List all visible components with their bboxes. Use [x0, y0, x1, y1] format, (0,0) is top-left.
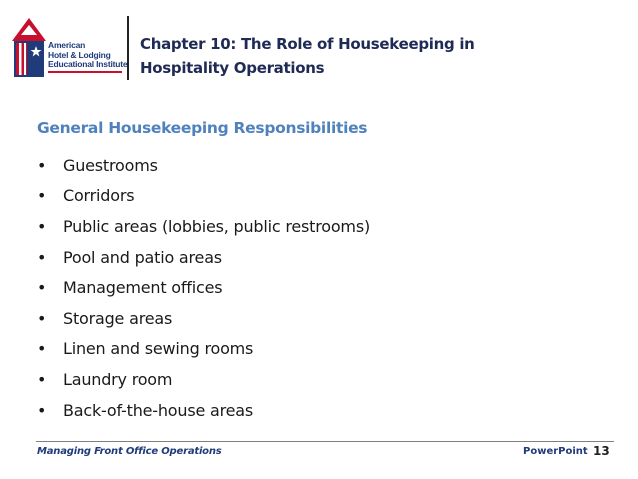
list-item-text: Linen and sewing rooms	[63, 339, 254, 359]
section-heading: General Housekeeping Responsibilities	[37, 119, 368, 137]
bullet-icon: •	[37, 216, 47, 236]
slide-number: 13	[593, 444, 610, 458]
bullet-icon: •	[37, 339, 47, 359]
list-item	[37, 181, 370, 212]
logo-line-2: Hotel & Lodging	[48, 49, 111, 60]
bullet-icon: •	[37, 278, 47, 298]
list-item-text: Guestrooms	[63, 155, 158, 175]
list-item-text: Corridors	[63, 186, 135, 206]
list-item	[37, 364, 370, 395]
header-divider	[127, 16, 129, 80]
list-item-text: Storage areas	[63, 308, 173, 328]
footer-divider	[36, 441, 614, 442]
list-item-text: Management offices	[63, 278, 223, 298]
list-item	[37, 242, 370, 273]
responsibilities-list	[37, 150, 370, 425]
logo-wordmark	[48, 41, 127, 70]
bullet-icon: •	[37, 400, 47, 420]
bullet-icon: •	[37, 247, 47, 267]
list-item	[37, 303, 370, 334]
list-item	[37, 211, 370, 242]
list-item-text: Pool and patio areas	[63, 247, 222, 267]
bullet-icon: •	[37, 186, 47, 206]
list-item	[37, 150, 370, 181]
logo-line-1: American	[48, 40, 86, 50]
list-item	[37, 395, 370, 426]
ahlei-logo	[12, 15, 128, 79]
footer-book-title: Managing Front Office Operations	[37, 446, 222, 457]
chapter-title-line-1: Chapter 10: The Role of Housekeeping in	[140, 35, 475, 53]
footer-powerpoint-label: PowerPoint	[523, 446, 588, 457]
list-item-text: Back-of-the-house areas	[63, 400, 254, 420]
bullet-icon: •	[37, 155, 47, 175]
list-item	[37, 272, 370, 303]
list-item	[37, 334, 370, 365]
chapter-title-line-2: Hospitality Operations	[140, 59, 325, 77]
chapter-title	[140, 32, 475, 80]
bullet-icon: •	[37, 308, 47, 328]
bullet-icon: •	[37, 369, 47, 389]
list-item-text: Laundry room	[63, 369, 173, 389]
logo-line-3: Educational Institute	[48, 59, 128, 69]
list-item-text: Public areas (lobbies, public restrooms)	[63, 216, 371, 236]
